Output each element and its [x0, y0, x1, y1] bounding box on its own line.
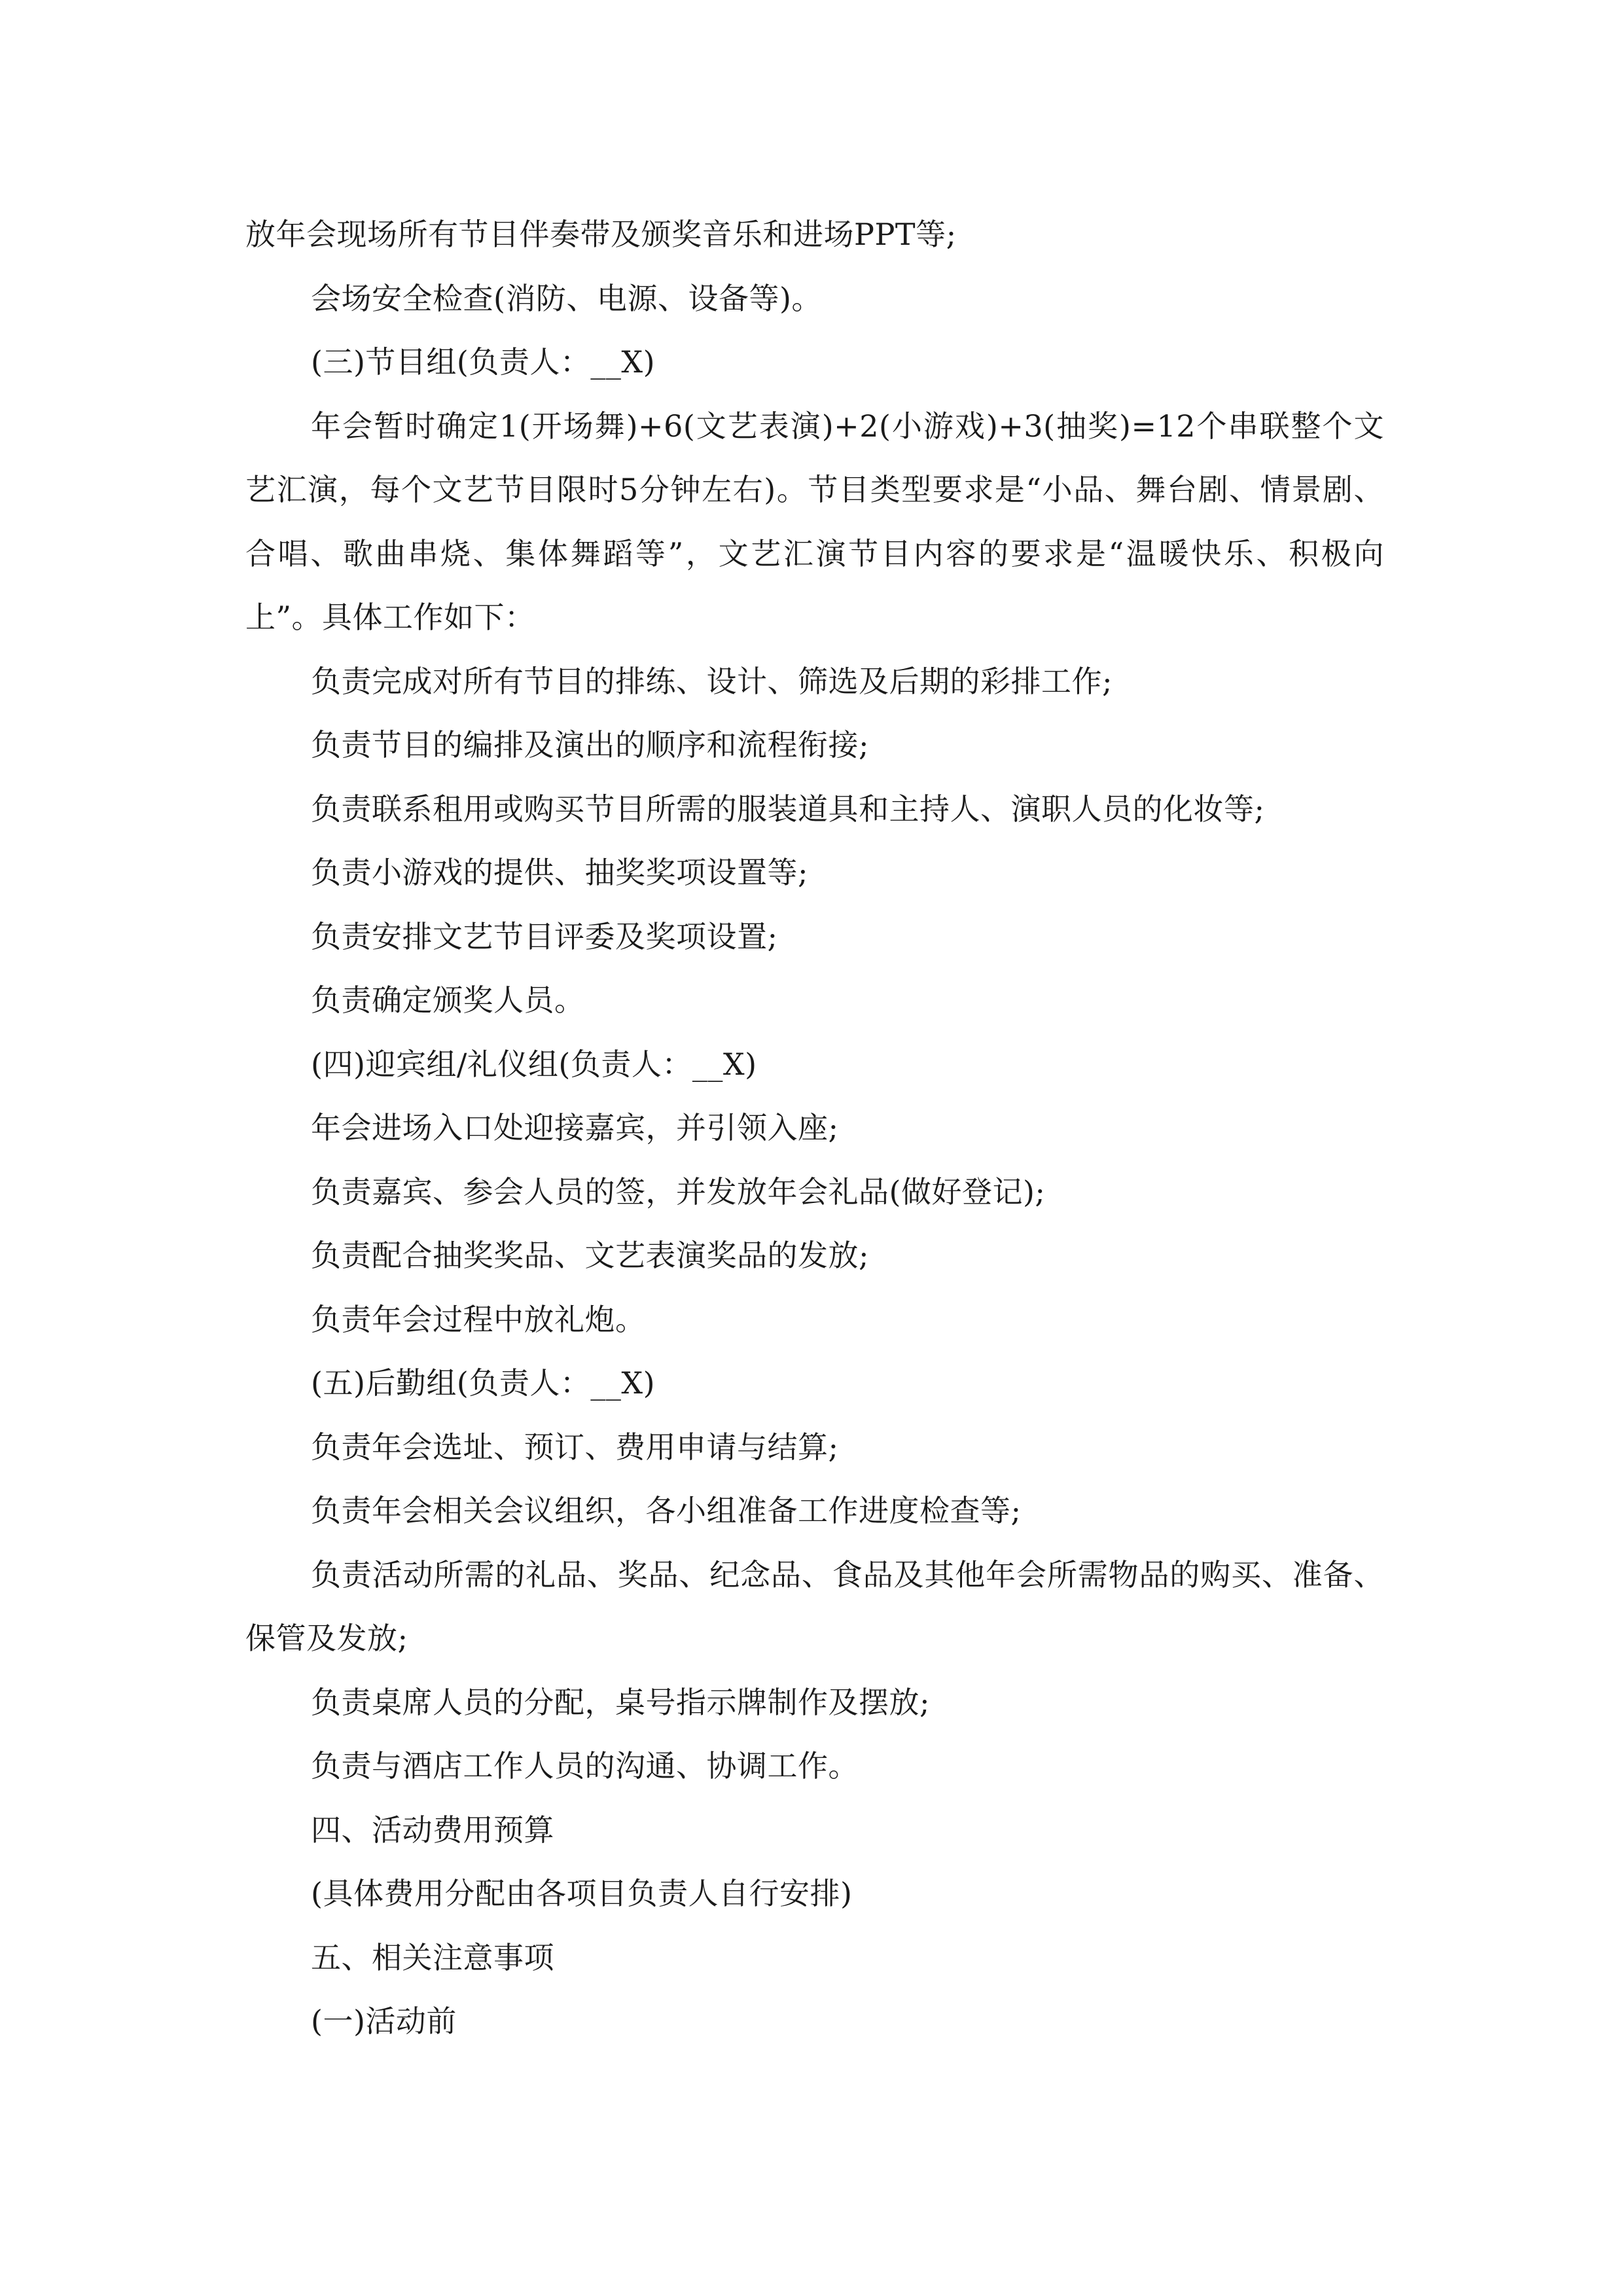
list-item: 负责嘉宾、参会人员的签，并发放年会礼品(做好登记);	[311, 1174, 1046, 1210]
list-item: 负责年会相关会议组织，各小组准备工作进度检查等;	[311, 1493, 1022, 1528]
list-item: 负责与酒店工作人员的沟通、协调工作。	[311, 1748, 859, 1784]
paragraph: 放年会现场所有节目伴奏带及颁奖音乐和进场PPT等;	[245, 217, 957, 252]
section-heading: 四、活动费用预算	[311, 1812, 554, 1848]
list-item: 负责年会过程中放礼炮。	[311, 1301, 646, 1337]
list-item: 负责完成对所有节目的排练、设计、筛选及后期的彩排工作;	[311, 663, 1113, 699]
paragraph: 会场安全检查(消防、电源、设备等)。	[311, 280, 822, 316]
list-item: 负责桌席人员的分配，桌号指示牌制作及摆放;	[311, 1684, 930, 1720]
list-item: 年会进场入口处迎接嘉宾，并引领入座;	[311, 1110, 839, 1145]
list-item: 负责活动所需的礼品、奖品、纪念品、食品及其他年会所需物品的购买、准备、保管及发放;	[245, 1556, 1384, 1656]
section-heading: (五)后勤组(负责人：__X)	[311, 1365, 656, 1401]
list-item: 负责联系租用或购买节目所需的服装道具和主持人、演职人员的化妆等;	[311, 791, 1265, 827]
list-item: 负责年会选址、预订、费用申请与结算;	[311, 1429, 839, 1465]
subsection-heading: (一)活动前	[311, 2003, 457, 2039]
section-heading: (四)迎宾组/礼仪组(负责人：__X)	[311, 1046, 757, 1082]
section-heading: 五、相关注意事项	[311, 1939, 554, 1975]
list-item: 负责节目的编排及演出的顺序和流程衔接;	[311, 727, 869, 762]
paragraph: (具体费用分配由各项目负责人自行安排)	[311, 1876, 853, 1911]
list-item: 负责确定颁奖人员。	[311, 982, 585, 1018]
list-item: 负责配合抽奖奖品、文艺表演奖品的发放;	[311, 1238, 869, 1273]
list-item: 负责小游戏的提供、抽奖奖项设置等;	[311, 855, 808, 890]
section-heading: (三)节目组(负责人：__X)	[311, 344, 656, 380]
document-body	[245, 203, 1384, 2054]
list-item: 负责安排文艺节目评委及奖项设置;	[311, 918, 778, 954]
paragraph: 年会暂时确定1(开场舞)+6(文艺表演)+2(小游戏)+3(抽奖)=12个串联整个文艺汇演，每个文艺节目限时5分钟左右)。节目类型要求是“小品、舞台剧、情景剧、合唱、歌曲串烧、集体舞蹈等”，文艺汇演节目内容的要求是“温暖快乐、积极向上”。具体工作如下：	[245, 408, 1384, 635]
